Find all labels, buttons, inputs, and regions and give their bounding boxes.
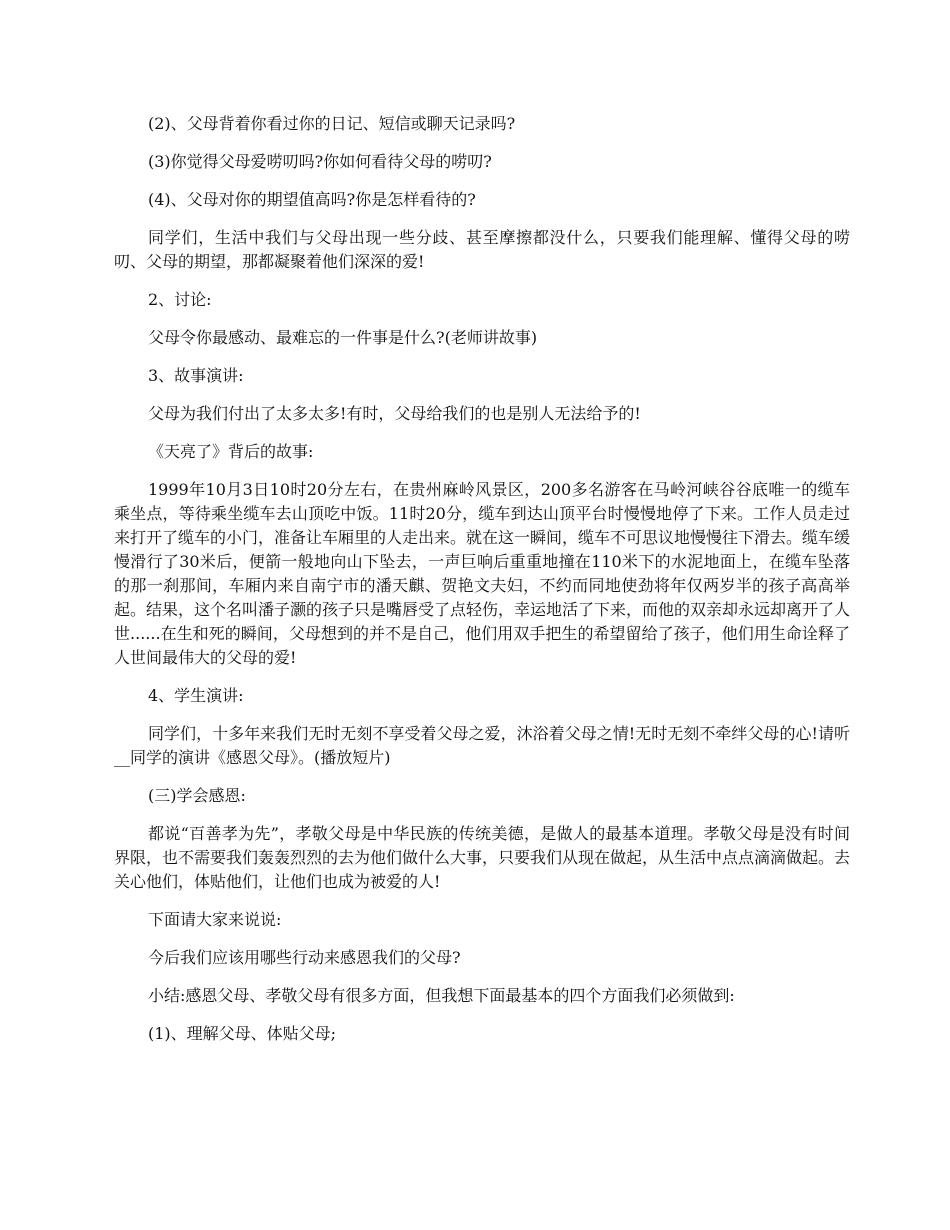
section-heading-discussion: 2、讨论: bbox=[148, 290, 212, 309]
conclusion-paragraph: 小结:感恩父母、孝敬父母有很多方面，但我想下面最基本的四个方面我们必须做到: bbox=[148, 986, 735, 1005]
question-4: (4)、父母对你的期望值高吗?你是怎样看待的? bbox=[148, 190, 476, 209]
list-item-1: (1)、理解父母、体贴父母; bbox=[148, 1024, 337, 1043]
action-question: 今后我们应该用哪些行动来感恩我们的父母? bbox=[148, 948, 461, 967]
story-paragraph: 1999年10月3日10时20分左右，在贵州麻岭风景区，200多名游客在马岭河峡谷谷底唯一的缆车乘坐点，等待乘坐缆车去山顶吃中饭。11时20分，缆车到达山顶平台时慢慢地停了下来。工作人员走过来打开了缆车的小门，准备让车厢里的人走出来。就在这一瞬间，缆车不可思议地慢慢往下滑去。缆车缓慢滑行了30米后，便箭一般地向山下坠去，一声巨响后重重地撞在110米下的水泥地面上，在缆车坠落的那一刹那间，车厢内来自南宁市的潘天麒、贺艳文夫妇，不约而同地使劲将年仅两岁半的孩子高高举起。结果，这个名叫潘子灏的孩子只是嘴唇受了点轻伤，幸运地活了下来，而他的双亲却永远却离开了人世......在生和死的瞬间，父母想到的并不是自己，他们用双手把生的希望留给了孩子，他们用生命诠释了人世间最伟大的父母的爱! bbox=[114, 480, 851, 667]
question-2: (2)、父母背着你看过你的日记、短信或聊天记录吗? bbox=[148, 114, 516, 133]
gratitude-paragraph: 都说“百善孝为先”，孝敬父母是中华民族的传统美德，是做人的最基本道理。孝敬父母是没有时间界限，也不需要我们轰轰烈烈的去为他们做什么大事，只要我们从现在做起，从生活中点点滴滴做起。去关心他们，体贴他们，让他们也成为被爱的人! bbox=[114, 824, 851, 891]
section-heading-student-speech: 4、学生演讲: bbox=[148, 686, 244, 705]
section-heading-story: 3、故事演讲: bbox=[148, 366, 244, 385]
story-title: 《天亮了》背后的故事: bbox=[148, 442, 314, 461]
story-intro: 父母为我们付出了太多太多!有时，父母给我们的也是别人无法给予的! bbox=[148, 404, 641, 423]
question-3: (3)你觉得父母爱唠叨吗?你如何看待父母的唠叨? bbox=[148, 152, 492, 171]
discussion-prompt: 下面请大家来说说: bbox=[148, 910, 282, 929]
summary-paragraph: 同学们，生活中我们与父母出现一些分歧、甚至摩擦都没什么，只要我们能理解、懂得父母的唠叨、父母的期望，那都凝聚着他们深深的爱! bbox=[114, 228, 850, 271]
student-speech-paragraph: 同学们，十多年来我们无时无刻不享受着父母之爱，沐浴着父母之情!无时无刻不牵绊父母的心!请听__同学的演讲《感恩父母》。(播放短片) bbox=[114, 724, 850, 767]
discussion-question: 父母令你最感动、最难忘的一件事是什么?(老师讲故事) bbox=[148, 328, 538, 347]
section-heading-gratitude: (三)学会感恩: bbox=[148, 786, 246, 805]
document-body bbox=[114, 112, 850, 1060]
